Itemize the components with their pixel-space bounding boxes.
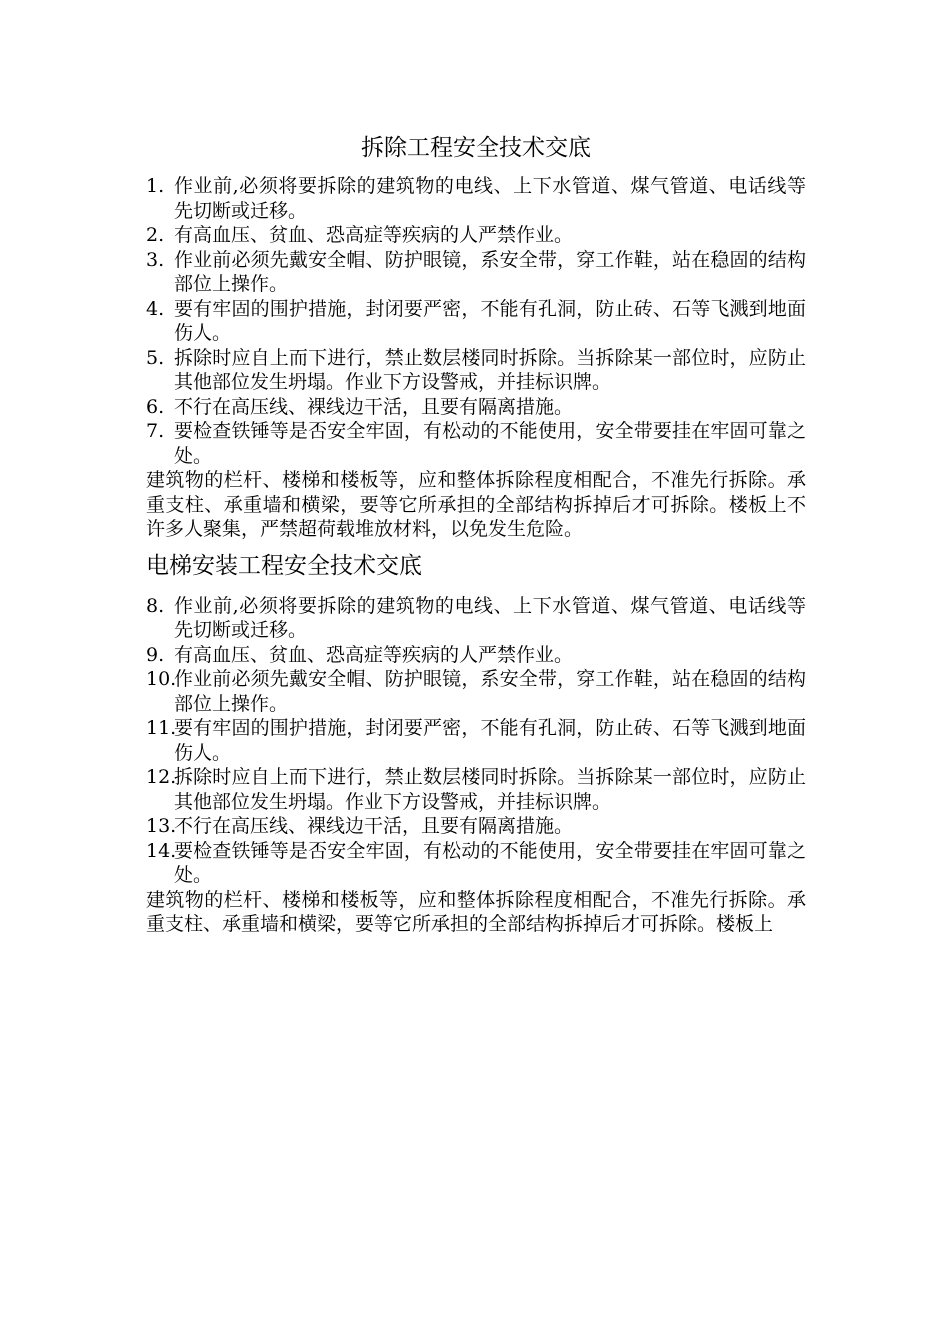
list-item-number: 3. <box>146 248 165 271</box>
section-2-title: 电梯安装工程安全技术交底 <box>146 552 422 579</box>
list-item-text: 要有牢固的围护措施，封闭要严密，不能有孔洞，防止砖、石等飞溅到地面伤人。 <box>174 717 806 764</box>
list-item <box>146 643 806 668</box>
section-1-paragraph: 建筑物的栏杆、楼梯和楼板等，应和整体拆除程度相配合，不准先行拆除。承重支柱、承重墙和横梁，要等它所承担的全部结构拆掉后才可拆除。楼板上不许多人聚集，严禁超荷载堆放材料，以免发生危险。 <box>146 469 806 540</box>
list-item-number: 8. <box>146 594 165 617</box>
list-item-text: 要检查铁锤等是否安全牢固，有松动的不能使用，安全带要挂在牢固可靠之处。 <box>174 839 806 886</box>
list-item-number: 4. <box>146 297 165 320</box>
list-item-text: 作业前必须先戴安全帽、防护眼镜，系安全带，穿工作鞋，站在稳固的结构部位上操作。 <box>174 668 806 715</box>
list-item <box>146 716 806 765</box>
list-item <box>146 765 806 814</box>
list-item-number: 2. <box>146 224 165 246</box>
section-1-title: 拆除工程安全技术交底 <box>361 135 591 161</box>
list-item-number: 10. <box>146 668 177 690</box>
list-item-text: 不行在高压线、裸线边干活，且要有隔离措施。 <box>174 815 574 837</box>
list-item <box>146 419 806 468</box>
list-item-number: 1. <box>146 175 165 197</box>
list-item <box>146 223 806 248</box>
list-item <box>146 248 806 297</box>
list-item-text: 有高血压、贫血、恐高症等疾病的人严禁作业。 <box>174 643 574 666</box>
section-2-paragraph: 建筑物的栏杆、楼梯和楼板等，应和整体拆除程度相配合，不准先行拆除。承重支柱、承重墙和横梁，要等它所承担的全部结构拆掉后才可拆除。楼板上 <box>146 888 806 935</box>
list-item <box>146 174 806 223</box>
list-item-text: 要有牢固的围护措施，封闭要严密，不能有孔洞，防止砖、石等飞溅到地面伤人。 <box>174 297 806 344</box>
list-item-text: 作业前,必须将要拆除的建筑物的电线、上下水管道、煤气管道、电话线等先切断或迁移。 <box>174 594 806 641</box>
list-item-number: 5. <box>146 346 165 369</box>
list-item <box>146 667 806 716</box>
list-item <box>146 297 806 346</box>
list-item <box>146 395 806 420</box>
list-item-number: 7. <box>146 420 165 442</box>
list-item-text: 作业前,必须将要拆除的建筑物的电线、上下水管道、煤气管道、电话线等先切断或迁移。 <box>174 175 806 222</box>
list-item <box>146 814 806 839</box>
list-item-text: 有高血压、贫血、恐高症等疾病的人严禁作业。 <box>174 224 574 246</box>
list-item-number: 12. <box>146 766 177 788</box>
document-page <box>146 132 806 937</box>
list-item-number: 13. <box>146 815 177 837</box>
list-item-number: 6. <box>146 395 165 418</box>
list-item-text: 拆除时应自上而下进行，禁止数层楼同时拆除。当拆除某一部位时，应防止其他部位发生坍塌。作业下方设警戒，并挂标识牌。 <box>174 346 806 393</box>
section-1-list <box>146 174 806 468</box>
list-item-text: 作业前必须先戴安全帽、防护眼镜，系安全带，穿工作鞋，站在稳固的结构部位上操作。 <box>174 248 806 295</box>
list-item-number: 11. <box>146 717 177 739</box>
list-item-text: 要检查铁锤等是否安全牢固，有松动的不能使用，安全带要挂在牢固可靠之处。 <box>174 420 806 467</box>
list-item-text: 不行在高压线、裸线边干活，且要有隔离措施。 <box>174 395 574 418</box>
section-2-list <box>146 594 806 888</box>
list-item-number: 9. <box>146 643 165 666</box>
list-item-number: 14. <box>146 839 177 862</box>
list-item <box>146 346 806 395</box>
list-item-text: 拆除时应自上而下进行，禁止数层楼同时拆除。当拆除某一部位时，应防止其他部位发生坍塌。作业下方设警戒，并挂标识牌。 <box>174 766 806 813</box>
list-item <box>146 839 806 888</box>
list-item <box>146 594 806 643</box>
